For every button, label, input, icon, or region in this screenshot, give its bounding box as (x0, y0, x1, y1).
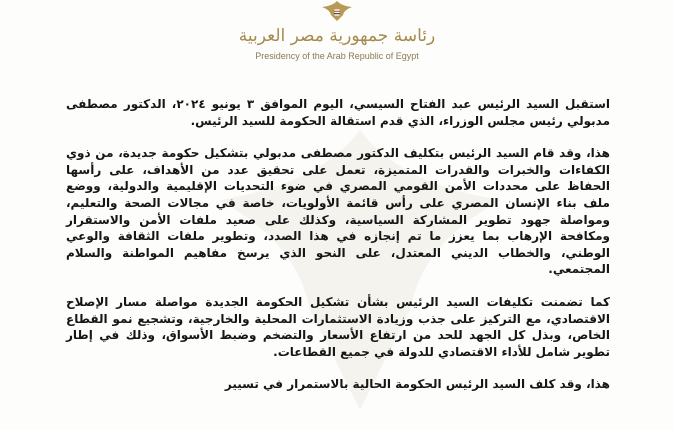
paragraph-1: استقبل السيد الرئيس عبد الفتاح السيسي، اليوم الموافق ٣ يونيو ٢٠٢٤، الدكتور مصطفى مدبولي رئيس مجلس الوزراء، الذي قدم استقالة الحكومة للسيد الرئيس. (66, 97, 610, 128)
paragraph-3: كما تضمنت تكليفات السيد الرئيس بشأن تشكيل الحكومة الجديدة مواصلة مسار الإصلاح الاقتصادي، مع التركيز على جذب وزيادة الاستثمارات المحلية والخارجية، وتشجيع نمو القطاع الخاص، وبذل كل الجهد للحد من ارتفاع الأسعار والتضخم وضبط الأسواق، وذلك في إطار تطوير شامل للأداء الاقتصادي للدولة في جميع القطاعات. (66, 294, 610, 359)
presidency-arabic-title: رئاسة جمهورية مصر العربية (238, 26, 436, 46)
egypt-eagle-emblem-icon (318, 0, 356, 22)
paragraph-2: هذا، وقد قام السيد الرئيس بتكليف الدكتور مصطفى مدبولي بتشكيل حكومة جديدة، من ذوي الكفاءات والخبرات والقدرات المتميزة، تعمل على تحقيق عدد من الأهداف، على رأسها الحفاظ على محددات الأمن القومي المصري في ضوء التحديات الإقليمية والدولية، ووضع ملف بناء الإنسان المصري على رأس قائمة الأولويات، خاصة في مجالات الصحة والتعليم، ومواصلة جهود تطوير المشاركة السياسية، وكذلك على صعيد ملفات الأمن والاستقرار ومكافحة الإرهاب بما يعزز ما تم إنجازه في هذا الصدد، وتطوير ملفات الثقافة والوعي الوطني، والخطاب الديني المعتدل، على النحو الذي يرسخ مفاهيم المواطنة والسلام المجتمعي. (66, 146, 610, 277)
paragraph-4: هذا، وقد كلف السيد الرئيس الحكومة الحالية بالاستمرار في تسيير (224, 377, 610, 392)
presidency-english-title: Presidency of the Arab Republic of Egypt (255, 51, 419, 61)
letter-body (66, 96, 610, 393)
